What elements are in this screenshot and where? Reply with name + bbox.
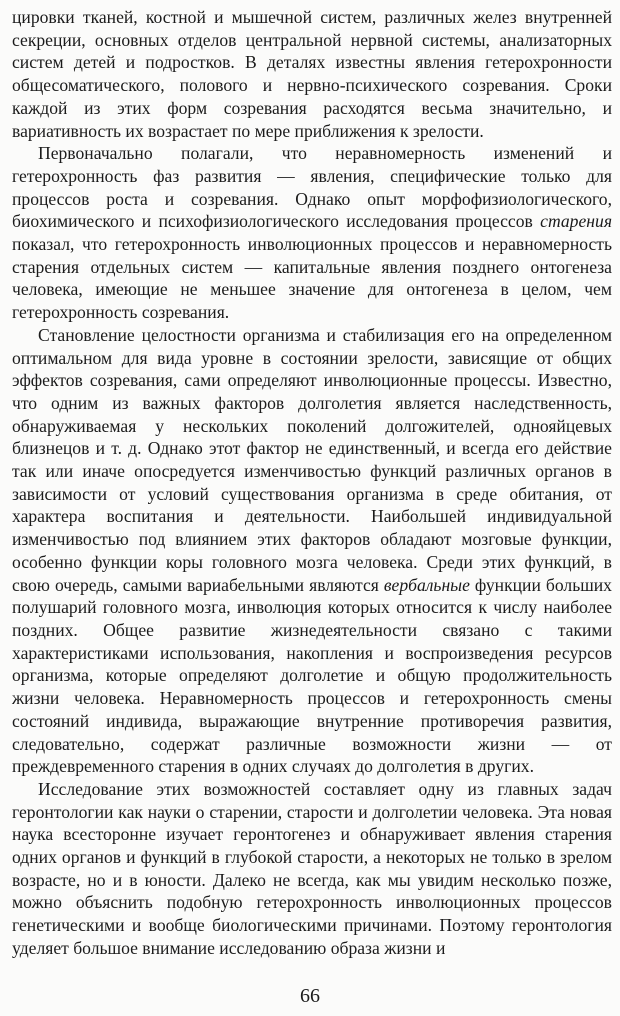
italic-term-starenie: старения [540, 211, 612, 232]
paragraph-1 [12, 6, 612, 142]
paragraph-3-text-b: функции больших полушарий головного мозга, инволюция которых относится к числу наиболее поздних. Общее развитие жизнедеятельности связано с такими характеристиками использования, накопления и воспроизведения ресурсов организма, которые определяют долголетие и общую продолжительность жизни человека. Неравномерность процессов и гетерохронность смены состояний индивида, выражающие внутренние противоречия развития, следовательно, содержат различные возможности жизни — от преждевременного старения в одних случаях до долголетия в других. [12, 574, 612, 777]
italic-term-verbalnye: вербальные [383, 574, 470, 595]
paragraph-2-text-b: показал, что гетерохронность инволюционных процессов и неравномерность старения отдельных систем — капитальные явления позднего онтогенеза человека, имеющие не меньшее значение для онтогенеза в целом, чем гетерохронность созревания. [12, 234, 612, 323]
body-text [12, 6, 612, 960]
paragraph-2-text-a: Первоначально полагали, что неравномерность изменений и гетерохронность фаз развития — явления, специфические только для процессов роста и созревания. Однако опыт морфофизиологического, биохимического и психофизиологического исследования процессов [12, 143, 612, 232]
paragraph-2 [12, 142, 612, 324]
paragraph-3 [12, 324, 612, 778]
page-number: 66 [300, 985, 320, 1007]
paragraph-3-text-a: Становление целостности организма и стабилизация его на определенном оптимальном для вида уровне в состоянии зрелости, зависящие от общих эффектов созревания, сами определяют инволюционные процессы. Известно, что одним из важных факторов долголетия является наследственность, обнаруживаемая у нескольких поколений долгожителей, однояйцевых близнецов и т. д. Однако этот фактор не единственный, и всегда его действие так или иначе опосредуется изменчивостью функций различных органов в зависимости от условий существования организма в среде обитания, от характера воспитания и деятельности. Наибольшей индивидуальной изменчивостью под влиянием этих факторов обладают мозговые функции, особенно функции коры головного мозга человека. Среди этих функций, в свою очередь, самыми вариабельными являются [12, 324, 612, 595]
paragraph-1-text: цировки тканей, костной и мышечной систем, различных желез внутренней секреции, основных отделов центральной нервной системы, анализаторных систем детей и подростков. В деталях известны явления гетерохронности общесоматического, полового и нервно-психического созревания. Сроки каждой из этих форм созревания расходятся весьма значительно, и вариативность их возрастает по мере приближения к зрелости. [12, 7, 612, 141]
paragraph-4-text: Исследование этих возможностей составляет одну из главных задач геронтологии как науки о старении, старости и долголетии человека. Эта новая наука всесторонне изучает геронтогенез и обнаруживает явления старения одних органов и функций в глубокой старости, а некоторых не только в зрелом возрасте, но и в юности. Далеко не всегда, как мы увидим несколько позже, можно объяснить подобную гетерохронность инволюционных процессов генетическими и вообще биологическими причинами. Поэтому геронтология уделяет большое внимание исследованию образа жизни и [12, 778, 612, 958]
paragraph-4 [12, 778, 612, 960]
